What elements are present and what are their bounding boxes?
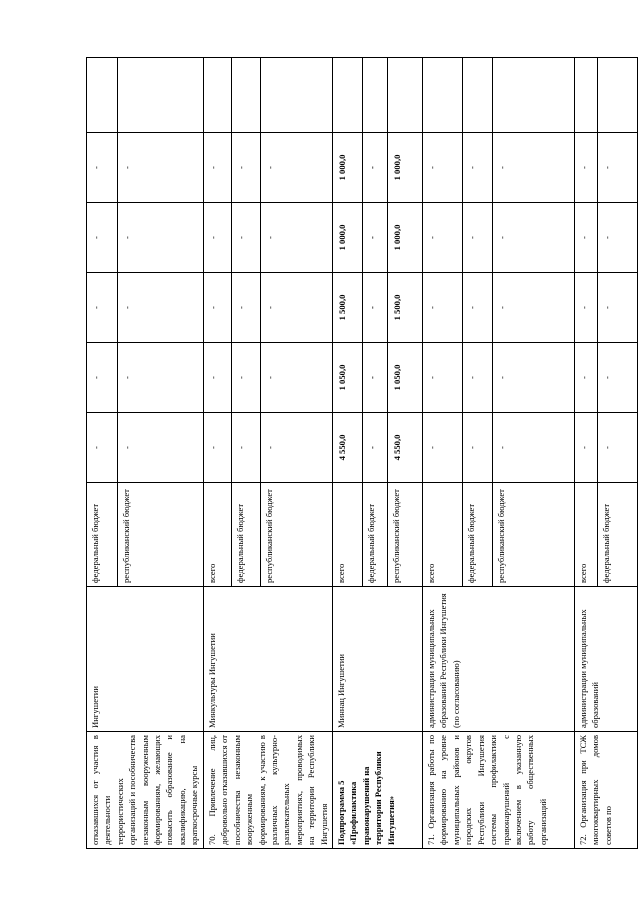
value-cell: - <box>204 133 232 203</box>
empty-cell <box>204 58 232 133</box>
measure-cell: 70. Привлечение лиц, добровольно отказавшихся от пособничества незаконным вооруженным формированиям, к участию в различных культурно-развлекательных мероприятиях, проводимых на территории Республики Ингушетия <box>204 732 333 849</box>
source-cell: всего <box>423 483 463 587</box>
value-cell: - <box>260 343 332 413</box>
executor-cell: Ингушетии <box>87 587 204 732</box>
value-cell: 1 050,0 <box>333 343 363 413</box>
value-cell: - <box>118 343 204 413</box>
empty-cell <box>575 58 598 133</box>
value-cell: - <box>598 413 638 483</box>
source-cell: всего <box>575 483 598 587</box>
value-cell: - <box>575 413 598 483</box>
value-cell: 1 000,0 <box>388 133 423 203</box>
value-cell: - <box>463 203 493 273</box>
table-row <box>333 58 363 849</box>
value-cell: - <box>87 133 118 203</box>
value-cell: - <box>118 273 204 343</box>
value-cell: - <box>463 133 493 203</box>
value-cell: - <box>87 343 118 413</box>
empty-cell <box>388 58 423 133</box>
page-scan <box>86 58 613 849</box>
value-cell: - <box>363 343 388 413</box>
executor-cell: администрации муниципальных образований <box>575 587 638 732</box>
value-cell: - <box>260 273 332 343</box>
value-cell: - <box>463 273 493 343</box>
value-cell: - <box>204 343 232 413</box>
value-cell: - <box>423 273 463 343</box>
value-cell: - <box>232 273 260 343</box>
value-cell: - <box>493 413 575 483</box>
empty-cell <box>118 58 204 133</box>
value-cell: - <box>204 413 232 483</box>
measure-cell: 72. Организация при ТСЖ многоквартирных домов советов по <box>575 732 638 849</box>
table-row <box>575 58 598 849</box>
table-body <box>87 58 638 849</box>
value-cell: - <box>493 203 575 273</box>
value-cell: - <box>423 203 463 273</box>
empty-cell <box>493 58 575 133</box>
value-cell: - <box>204 273 232 343</box>
value-cell: - <box>598 133 638 203</box>
executor-cell: Минкультуры Ингушетии <box>204 587 333 732</box>
value-cell: 1 000,0 <box>388 203 423 273</box>
value-cell: 4 550,0 <box>333 413 363 483</box>
source-cell: федеральный бюджет <box>232 483 260 587</box>
empty-cell <box>363 58 388 133</box>
empty-cell <box>333 58 363 133</box>
value-cell: 1 000,0 <box>333 133 363 203</box>
value-cell: - <box>575 343 598 413</box>
value-cell: - <box>118 413 204 483</box>
value-cell: - <box>363 413 388 483</box>
value-cell: - <box>598 343 638 413</box>
value-cell: - <box>87 413 118 483</box>
table-row <box>204 58 232 849</box>
table-row <box>423 58 463 849</box>
value-cell: - <box>204 203 232 273</box>
empty-cell <box>260 58 332 133</box>
value-cell: - <box>575 203 598 273</box>
value-cell: - <box>493 273 575 343</box>
value-cell: - <box>575 273 598 343</box>
value-cell: - <box>118 203 204 273</box>
value-cell: 4 550,0 <box>388 413 423 483</box>
value-cell: - <box>260 133 332 203</box>
value-cell: - <box>260 413 332 483</box>
value-cell: - <box>260 203 332 273</box>
value-cell: - <box>575 133 598 203</box>
source-cell: республиканский бюджет <box>388 483 423 587</box>
executor-cell: администрации муниципальных образований Республики Ингушетия (по согласованию) <box>423 587 575 732</box>
value-cell: 1 000,0 <box>333 203 363 273</box>
value-cell: - <box>363 203 388 273</box>
value-cell: - <box>363 133 388 203</box>
source-cell: всего <box>333 483 363 587</box>
empty-cell <box>232 58 260 133</box>
measure-cell: 71. Организация работы по формированию на уровне муниципальных районов и городских округов Республики Ингушетия системы профилактики правонарушений с включением в указанную работу общественных организаций <box>423 732 575 849</box>
value-cell: - <box>118 133 204 203</box>
value-cell: - <box>463 343 493 413</box>
value-cell: - <box>493 343 575 413</box>
value-cell: - <box>87 273 118 343</box>
source-cell: республиканский бюджет <box>260 483 332 587</box>
empty-cell <box>598 58 638 133</box>
value-cell: - <box>423 133 463 203</box>
source-cell: федеральный бюджет <box>463 483 493 587</box>
source-cell: федеральный бюджет <box>87 483 118 587</box>
value-cell: - <box>423 343 463 413</box>
table-row <box>87 58 118 849</box>
value-cell: - <box>363 273 388 343</box>
value-cell: - <box>232 413 260 483</box>
source-cell: республиканский бюджет <box>118 483 204 587</box>
empty-cell <box>87 58 118 133</box>
empty-cell <box>463 58 493 133</box>
value-cell: - <box>232 133 260 203</box>
executor-cell: Миннац Ингушетии <box>333 587 423 732</box>
value-cell: - <box>423 413 463 483</box>
program-table <box>86 57 638 849</box>
source-cell: республиканский бюджет <box>493 483 575 587</box>
value-cell: - <box>598 273 638 343</box>
value-cell: 1 500,0 <box>388 273 423 343</box>
value-cell: 1 050,0 <box>388 343 423 413</box>
value-cell: - <box>493 133 575 203</box>
rotated-table-wrapper <box>86 58 613 849</box>
value-cell: - <box>232 343 260 413</box>
source-cell: федеральный бюджет <box>363 483 388 587</box>
value-cell: 1 500,0 <box>333 273 363 343</box>
value-cell: - <box>87 203 118 273</box>
value-cell: - <box>598 203 638 273</box>
empty-cell <box>423 58 463 133</box>
value-cell: - <box>232 203 260 273</box>
subprogram-title-cell: Подпрограмма 5 «Профилактика правонарушений на территории Республики Ингушетия» <box>333 732 423 849</box>
source-cell: федеральный бюджет <box>598 483 638 587</box>
value-cell: - <box>463 413 493 483</box>
source-cell: всего <box>204 483 232 587</box>
measure-cell: отказавшихся от участия в деятельности террористических организаций и пособничества незаконным вооруженным формированиям, желающих повысить образование и квалификацию, на краткосрочные курсы <box>87 732 204 849</box>
